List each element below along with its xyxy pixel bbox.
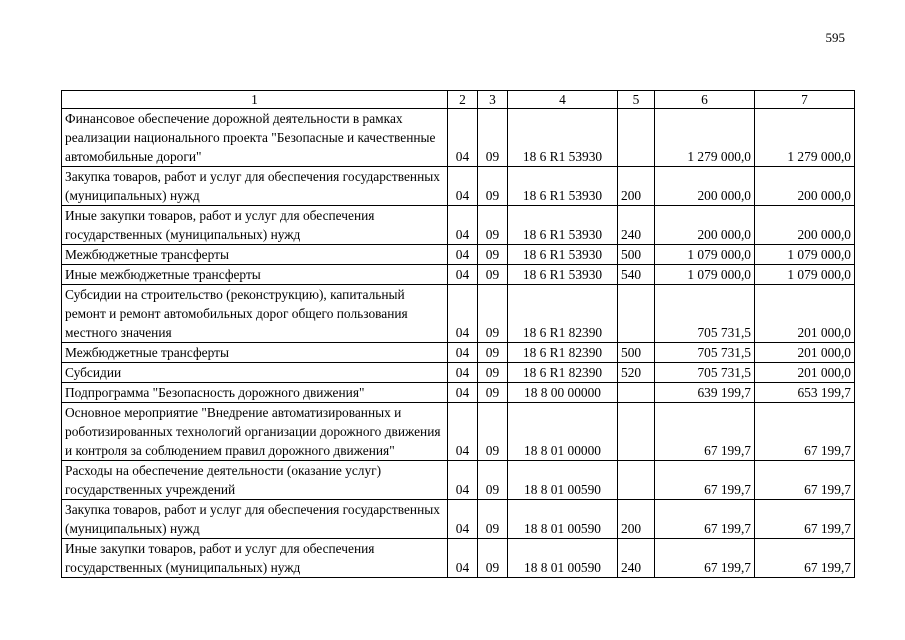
- target-article-cell: 18 8 01 00000: [508, 403, 618, 461]
- amount-year2-cell: 1 279 000,0: [755, 109, 855, 167]
- subsection-cell: 09: [478, 206, 508, 245]
- target-article-cell: 18 6 R1 53930: [508, 245, 618, 265]
- section-cell: 04: [448, 403, 478, 461]
- subsection-cell: 09: [478, 343, 508, 363]
- subsection-cell: 09: [478, 265, 508, 285]
- amount-year2-cell: 653 199,7: [755, 383, 855, 403]
- target-article-cell: 18 6 R1 53930: [508, 206, 618, 245]
- section-cell: 04: [448, 343, 478, 363]
- amount-year2-cell: 200 000,0: [755, 206, 855, 245]
- budget-table: [61, 90, 855, 578]
- amount-year1-cell: 1 079 000,0: [655, 265, 755, 285]
- row-name-cell: Субсидии: [62, 363, 448, 383]
- target-article-cell: 18 6 R1 53930: [508, 109, 618, 167]
- amount-year1-cell: 200 000,0: [655, 167, 755, 206]
- expense-type-cell: [618, 383, 655, 403]
- row-name-cell: Закупка товаров, работ и услуг для обеспечения государственных (муниципальных) нужд: [62, 167, 448, 206]
- section-cell: 04: [448, 167, 478, 206]
- table-row: [62, 500, 855, 539]
- target-article-cell: 18 6 R1 82390: [508, 285, 618, 343]
- row-name-cell: Подпрограмма "Безопасность дорожного движения": [62, 383, 448, 403]
- table-body: [62, 109, 855, 578]
- expense-type-cell: 240: [618, 206, 655, 245]
- row-name-cell: Иные закупки товаров, работ и услуг для обеспечения государственных (муниципальных) нужд: [62, 539, 448, 578]
- amount-year1-cell: 67 199,7: [655, 461, 755, 500]
- target-article-cell: 18 6 R1 82390: [508, 343, 618, 363]
- target-article-cell: 18 8 00 00000: [508, 383, 618, 403]
- table-row: [62, 403, 855, 461]
- table-row: [62, 206, 855, 245]
- subsection-cell: 09: [478, 383, 508, 403]
- header-row: [62, 91, 855, 109]
- subsection-cell: 09: [478, 167, 508, 206]
- expense-type-cell: 520: [618, 363, 655, 383]
- amount-year1-cell: 67 199,7: [655, 403, 755, 461]
- amount-year2-cell: 201 000,0: [755, 343, 855, 363]
- subsection-cell: 09: [478, 245, 508, 265]
- row-name-cell: Межбюджетные трансферты: [62, 245, 448, 265]
- expense-type-cell: 500: [618, 343, 655, 363]
- row-name-cell: Основное мероприятие "Внедрение автоматизированных и роботизированных технологий организации дорожного движения и контроля за соблюдением правил дорожного движения": [62, 403, 448, 461]
- target-article-cell: 18 6 R1 53930: [508, 167, 618, 206]
- table-row: [62, 167, 855, 206]
- section-cell: 04: [448, 109, 478, 167]
- expense-type-cell: 200: [618, 167, 655, 206]
- table-header: [62, 91, 855, 109]
- amount-year2-cell: 1 079 000,0: [755, 245, 855, 265]
- subsection-cell: 09: [478, 539, 508, 578]
- column-header-7: 7: [755, 91, 855, 109]
- section-cell: 04: [448, 539, 478, 578]
- table-row: [62, 245, 855, 265]
- amount-year1-cell: 705 731,5: [655, 343, 755, 363]
- target-article-cell: 18 8 01 00590: [508, 539, 618, 578]
- amount-year1-cell: 705 731,5: [655, 285, 755, 343]
- expense-type-cell: [618, 285, 655, 343]
- table-row: [62, 539, 855, 578]
- row-name-cell: Иные межбюджетные трансферты: [62, 265, 448, 285]
- section-cell: 04: [448, 461, 478, 500]
- expense-type-cell: [618, 461, 655, 500]
- amount-year1-cell: 705 731,5: [655, 363, 755, 383]
- expense-type-cell: 540: [618, 265, 655, 285]
- section-cell: 04: [448, 383, 478, 403]
- target-article-cell: 18 6 R1 82390: [508, 363, 618, 383]
- amount-year2-cell: 67 199,7: [755, 500, 855, 539]
- expense-type-cell: [618, 109, 655, 167]
- subsection-cell: 09: [478, 285, 508, 343]
- amount-year1-cell: 1 279 000,0: [655, 109, 755, 167]
- table-row: [62, 109, 855, 167]
- column-header-3: 3: [478, 91, 508, 109]
- section-cell: 04: [448, 285, 478, 343]
- expense-type-cell: [618, 403, 655, 461]
- section-cell: 04: [448, 500, 478, 539]
- amount-year1-cell: 67 199,7: [655, 539, 755, 578]
- amount-year1-cell: 67 199,7: [655, 500, 755, 539]
- subsection-cell: 09: [478, 109, 508, 167]
- amount-year2-cell: 200 000,0: [755, 167, 855, 206]
- section-cell: 04: [448, 265, 478, 285]
- table-row: [62, 343, 855, 363]
- expense-type-cell: 200: [618, 500, 655, 539]
- subsection-cell: 09: [478, 403, 508, 461]
- column-header-2: 2: [448, 91, 478, 109]
- row-name-cell: Иные закупки товаров, работ и услуг для обеспечения государственных (муниципальных) нужд: [62, 206, 448, 245]
- row-name-cell: Финансовое обеспечение дорожной деятельности в рамках реализации национального проекта "Безопасные и качественные автомобильные дороги": [62, 109, 448, 167]
- row-name-cell: Межбюджетные трансферты: [62, 343, 448, 363]
- section-cell: 04: [448, 245, 478, 265]
- column-header-1: 1: [62, 91, 448, 109]
- amount-year2-cell: 67 199,7: [755, 403, 855, 461]
- amount-year2-cell: 67 199,7: [755, 539, 855, 578]
- page-number: 595: [825, 30, 845, 45]
- row-name-cell: Субсидии на строительство (реконструкцию), капитальный ремонт и ремонт автомобильных дорог общего пользования местного значения: [62, 285, 448, 343]
- table-row: [62, 265, 855, 285]
- column-header-4: 4: [508, 91, 618, 109]
- section-cell: 04: [448, 206, 478, 245]
- amount-year2-cell: 67 199,7: [755, 461, 855, 500]
- amount-year1-cell: 200 000,0: [655, 206, 755, 245]
- target-article-cell: 18 8 01 00590: [508, 500, 618, 539]
- subsection-cell: 09: [478, 461, 508, 500]
- subsection-cell: 09: [478, 363, 508, 383]
- amount-year2-cell: 201 000,0: [755, 285, 855, 343]
- row-name-cell: Расходы на обеспечение деятельности (оказание услуг) государственных учреждений: [62, 461, 448, 500]
- amount-year1-cell: 1 079 000,0: [655, 245, 755, 265]
- expense-type-cell: 500: [618, 245, 655, 265]
- target-article-cell: 18 6 R1 53930: [508, 265, 618, 285]
- column-header-5: 5: [618, 91, 655, 109]
- table-row: [62, 383, 855, 403]
- table-row: [62, 461, 855, 500]
- table-row: [62, 285, 855, 343]
- table-row: [62, 363, 855, 383]
- amount-year2-cell: 201 000,0: [755, 363, 855, 383]
- row-name-cell: Закупка товаров, работ и услуг для обеспечения государственных (муниципальных) нужд: [62, 500, 448, 539]
- amount-year2-cell: 1 079 000,0: [755, 265, 855, 285]
- section-cell: 04: [448, 363, 478, 383]
- target-article-cell: 18 8 01 00590: [508, 461, 618, 500]
- amount-year1-cell: 639 199,7: [655, 383, 755, 403]
- subsection-cell: 09: [478, 500, 508, 539]
- column-header-6: 6: [655, 91, 755, 109]
- expense-type-cell: 240: [618, 539, 655, 578]
